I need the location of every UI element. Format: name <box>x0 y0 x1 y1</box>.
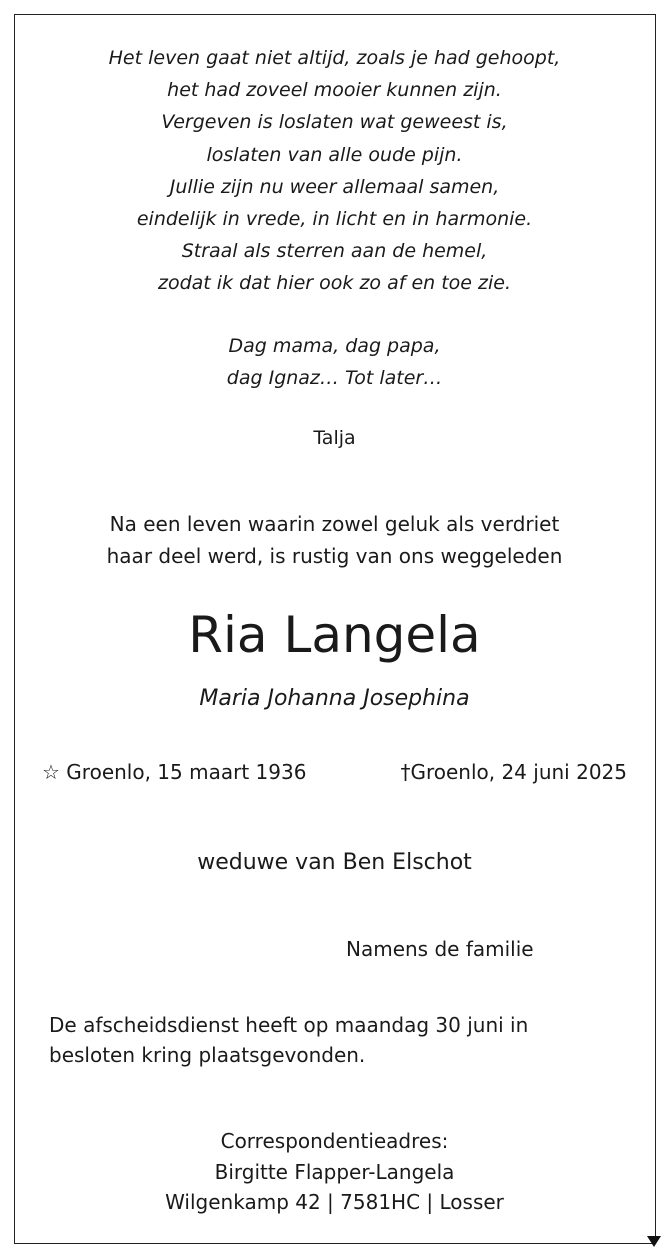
cross-icon: † <box>400 760 411 784</box>
poem-line: Vergeven is loslaten wat geweest is, <box>161 111 508 134</box>
poem-line: eindelijk in vrede, in licht en in harmonie. <box>136 208 533 231</box>
poem-line: het had zoveel mooier kunnen zijn. <box>167 79 502 102</box>
farewell-line: dag Ignaz… Tot later… <box>226 367 443 389</box>
poem-line: Straal als sterren aan de hemel, <box>181 240 488 263</box>
poem-line: Het leven gaat niet altijd, zoals je had gehoopt, <box>108 47 561 69</box>
birth-text: Groenlo, 15 maart 1936 <box>66 760 307 784</box>
poem-line: loslaten van alle oude pijn. <box>206 143 463 166</box>
on-behalf-of-family: Namens de familie <box>346 937 534 961</box>
correspondence-label: Correspondentieadres: <box>220 1129 449 1153</box>
death-text: Groenlo, 24 juni 2025 <box>410 760 627 784</box>
signature: Talja <box>313 427 356 449</box>
widow-of: weduwe van Ben Elschot <box>197 850 472 875</box>
star-icon: ☆ <box>42 760 60 784</box>
poem-line: Jullie zijn nu weer allemaal samen, <box>169 175 500 198</box>
scroll-down-arrow-icon[interactable] <box>647 1236 661 1247</box>
intro-text <box>0 508 669 572</box>
farewell-line: Dag mama, dag papa, <box>228 335 441 357</box>
given-names: Maria Johanna Josephina <box>199 686 470 711</box>
intro-line: Na een leven waarin zowel geluk als verdriet <box>109 512 560 536</box>
birth-date <box>42 760 306 784</box>
dates-row <box>0 760 669 794</box>
service-line: De afscheidsdienst heeft op maandag 30 juni in <box>49 1013 529 1037</box>
correspondence-address <box>0 1126 669 1218</box>
service-notice <box>49 1010 609 1070</box>
correspondence-street: Wilgenkamp 42 | 7581HC | Losser <box>165 1190 504 1214</box>
poem-line: zodat ik dat hier ook zo af en toe zie. <box>157 272 512 295</box>
correspondence-name: Birgitte Flapper-Langela <box>214 1159 455 1184</box>
deceased-name: Ria Langela <box>188 606 481 664</box>
death-date <box>400 760 627 784</box>
poem <box>0 42 669 300</box>
intro-line: haar deel werd, is rustig van ons weggeleden <box>106 544 563 568</box>
farewell <box>0 330 669 394</box>
service-line: besloten kring plaatsgevonden. <box>49 1043 366 1067</box>
